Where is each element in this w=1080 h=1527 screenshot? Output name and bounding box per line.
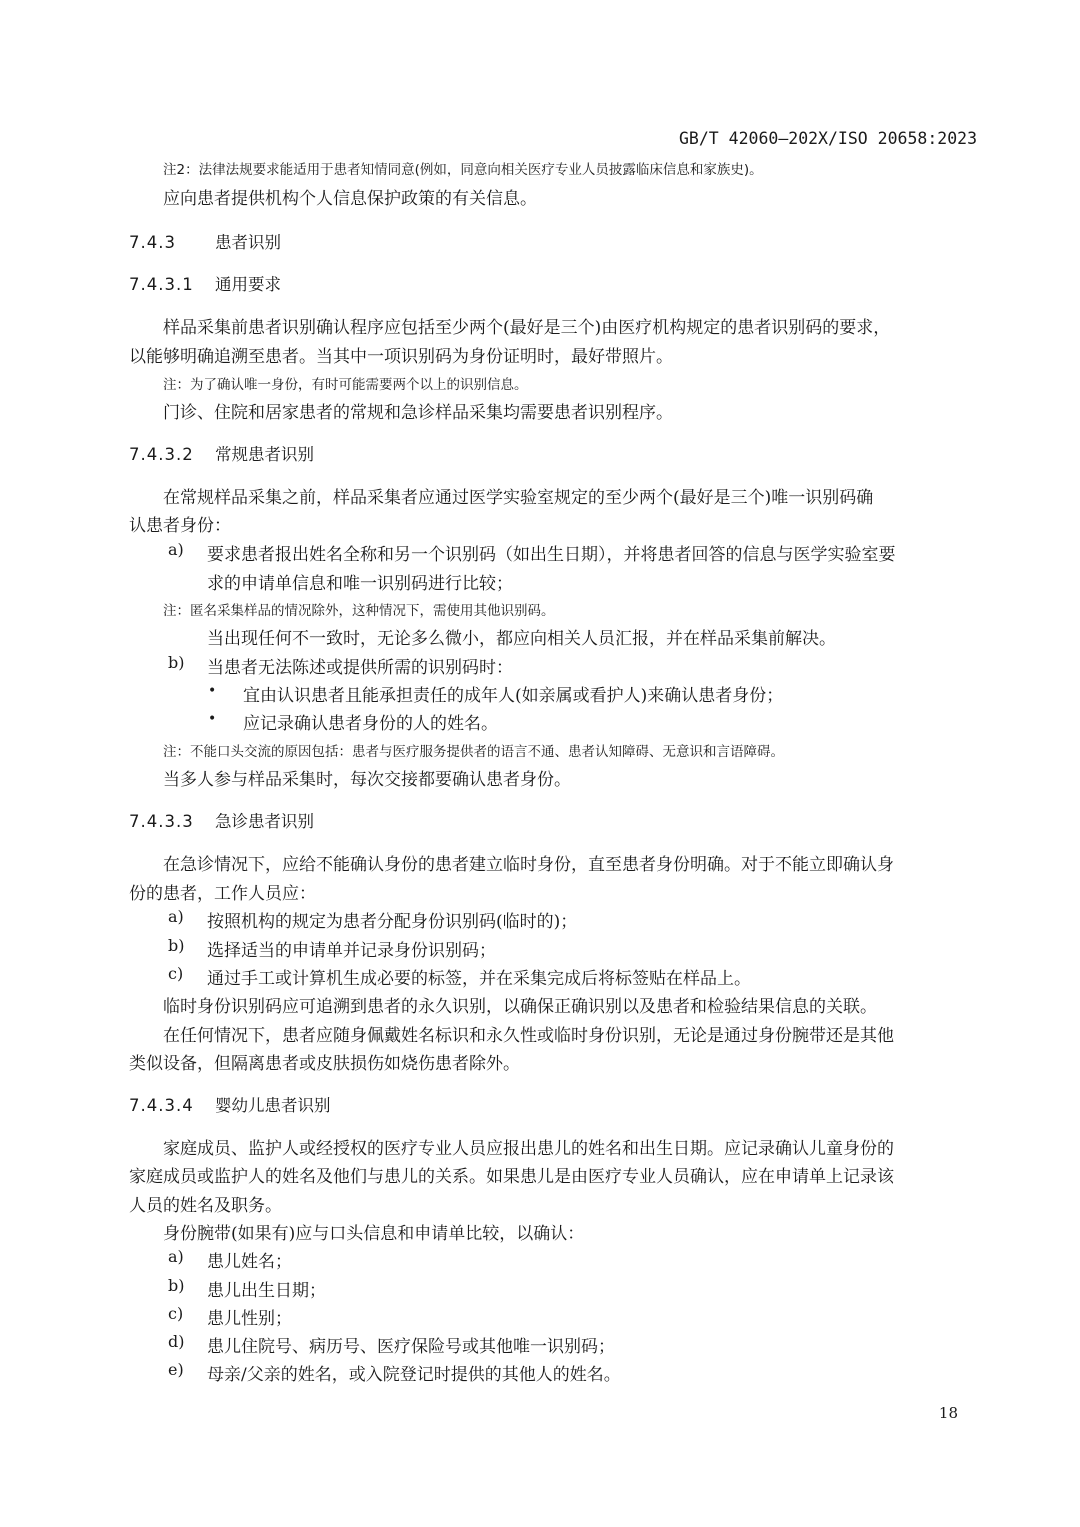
list-label: b) bbox=[168, 936, 185, 955]
note: 注：匿名采集样品的情况除外，这种情况下，需使用其他识别码。 bbox=[163, 603, 555, 619]
privacy-paragraph: 应向患者提供机构个人信息保护政策的有关信息。 bbox=[163, 189, 537, 209]
list-label: b) bbox=[168, 653, 185, 672]
section-number: 7.4.3.1 bbox=[129, 275, 194, 294]
paragraph-line: 在急诊情况下，应给不能确认身份的患者建立临时身份，直至患者身份明确。对于不能立即确认身 bbox=[163, 855, 894, 875]
list-label: d) bbox=[168, 1332, 185, 1351]
standard-code-header: GB/T 42060—202X/ISO 20658:2023 bbox=[678, 129, 977, 148]
list-item-text: 选择适当的申请单并记录身份识别码； bbox=[207, 941, 496, 961]
list-item-text: 要求患者报出姓名全称和另一个识别码（如出生日期），并将患者回答的信息与医学实验室要 bbox=[207, 545, 896, 565]
paragraph-line: 门诊、住院和居家患者的常规和急诊样品采集均需要患者识别程序。 bbox=[163, 403, 673, 423]
section-number: 7.4.3.2 bbox=[129, 445, 194, 464]
section-title: 急诊患者识别 bbox=[215, 812, 314, 831]
paragraph-line: 类似设备，但隔离患者或皮肤损伤如烧伤患者除外。 bbox=[129, 1054, 520, 1074]
section-heading-7-4-3-1 bbox=[129, 271, 281, 295]
bullet-item-text: 宜由认识患者且能承担责任的成年人(如亲属或看护人)来确认患者身份； bbox=[243, 686, 784, 706]
section-heading-7-4-3-3 bbox=[129, 808, 314, 832]
section-title: 婴幼儿患者识别 bbox=[215, 1096, 331, 1115]
list-item-text: 患儿性别； bbox=[207, 1309, 292, 1329]
list-item-text: 按照机构的规定为患者分配身份识别码(临时的)； bbox=[207, 912, 578, 932]
list-label: c) bbox=[168, 964, 184, 983]
list-label: c) bbox=[168, 1304, 184, 1323]
list-item-text: 患儿姓名； bbox=[207, 1252, 292, 1272]
section-number: 7.4.3.3 bbox=[129, 812, 194, 831]
paragraph-line: 在任何情况下，患者应随身佩戴姓名标识和永久性或临时身份识别，无论是通过身份腕带还是其他 bbox=[163, 1026, 894, 1046]
paragraph-line: 人员的姓名及职务。 bbox=[129, 1196, 282, 1216]
bullet-item-text: 应记录确认患者身份的人的姓名。 bbox=[243, 714, 498, 734]
bullet-icon: • bbox=[208, 711, 217, 727]
page-number: 18 bbox=[938, 1404, 958, 1422]
list-label: e) bbox=[168, 1360, 184, 1379]
note-2: 注2：法律法规要求能适用于患者知情同意(例如，同意向相关医疗专业人员披露临床信息和家族史)。 bbox=[163, 162, 763, 178]
paragraph-line: 当多人参与样品采集时，每次交接都要确认患者身份。 bbox=[163, 770, 571, 790]
section-heading-7-4-3 bbox=[129, 229, 281, 253]
section-title: 常规患者识别 bbox=[215, 445, 314, 464]
paragraph-line: 身份腕带(如果有)应与口头信息和申请单比较，以确认： bbox=[163, 1224, 585, 1244]
paragraph-line: 家庭成员或监护人的姓名及他们与患儿的关系。如果患儿是由医疗专业人员确认，应在申请单上记录该 bbox=[129, 1167, 894, 1187]
section-number: 7.4.3.4 bbox=[129, 1096, 194, 1115]
paragraph-line: 样品采集前患者识别确认程序应包括至少两个(最好是三个)由医疗机构规定的患者识别码的要求， bbox=[163, 318, 891, 338]
list-label: a) bbox=[168, 540, 184, 559]
note: 注：不能口头交流的原因包括：患者与医疗服务提供者的语言不通、患者认知障碍、无意识和言语障碍。 bbox=[163, 744, 784, 760]
list-item-text: 患儿住院号、病历号、医疗保险号或其他唯一识别码； bbox=[207, 1337, 615, 1357]
list-label: a) bbox=[168, 1247, 184, 1266]
paragraph-line: 家庭成员、监护人或经授权的医疗专业人员应报出患儿的姓名和出生日期。应记录确认儿童身份的 bbox=[163, 1139, 894, 1159]
list-item-text: 当患者无法陈述或提供所需的识别码时： bbox=[207, 658, 513, 678]
list-label: a) bbox=[168, 907, 184, 926]
section-title: 患者识别 bbox=[215, 233, 281, 252]
section-heading-7-4-3-4 bbox=[129, 1092, 331, 1116]
list-item-text: 通过手工或计算机生成必要的标签，并在采集完成后将标签贴在样品上。 bbox=[207, 969, 751, 989]
paragraph-line: 临时身份识别码应可追溯到患者的永久识别，以确保正确识别以及患者和检验结果信息的关联。 bbox=[163, 997, 877, 1017]
note: 注：为了确认唯一身份，有时可能需要两个以上的识别信息。 bbox=[163, 377, 528, 393]
list-label: b) bbox=[168, 1276, 185, 1295]
list-item-text: 求的申请单信息和唯一识别码进行比较； bbox=[207, 574, 513, 594]
section-heading-7-4-3-2 bbox=[129, 441, 314, 465]
paragraph-line: 份的患者，工作人员应： bbox=[129, 884, 316, 904]
list-item-text: 母亲/父亲的姓名，或入院登记时提供的其他人的姓名。 bbox=[207, 1365, 621, 1385]
bullet-icon: • bbox=[208, 683, 217, 699]
section-title: 通用要求 bbox=[215, 275, 281, 294]
paragraph-line: 当出现任何不一致时，无论多么微小，都应向相关人员汇报，并在样品采集前解决。 bbox=[207, 629, 836, 649]
paragraph-line: 在常规样品采集之前，样品采集者应通过医学实验室规定的至少两个(最好是三个)唯一识别码确 bbox=[163, 488, 874, 508]
list-item-text: 患儿出生日期； bbox=[207, 1281, 326, 1301]
section-number: 7.4.3 bbox=[129, 233, 176, 252]
paragraph-line: 以能够明确追溯至患者。当其中一项识别码为身份证明时，最好带照片。 bbox=[129, 347, 673, 367]
paragraph-line: 认患者身份： bbox=[129, 516, 231, 536]
